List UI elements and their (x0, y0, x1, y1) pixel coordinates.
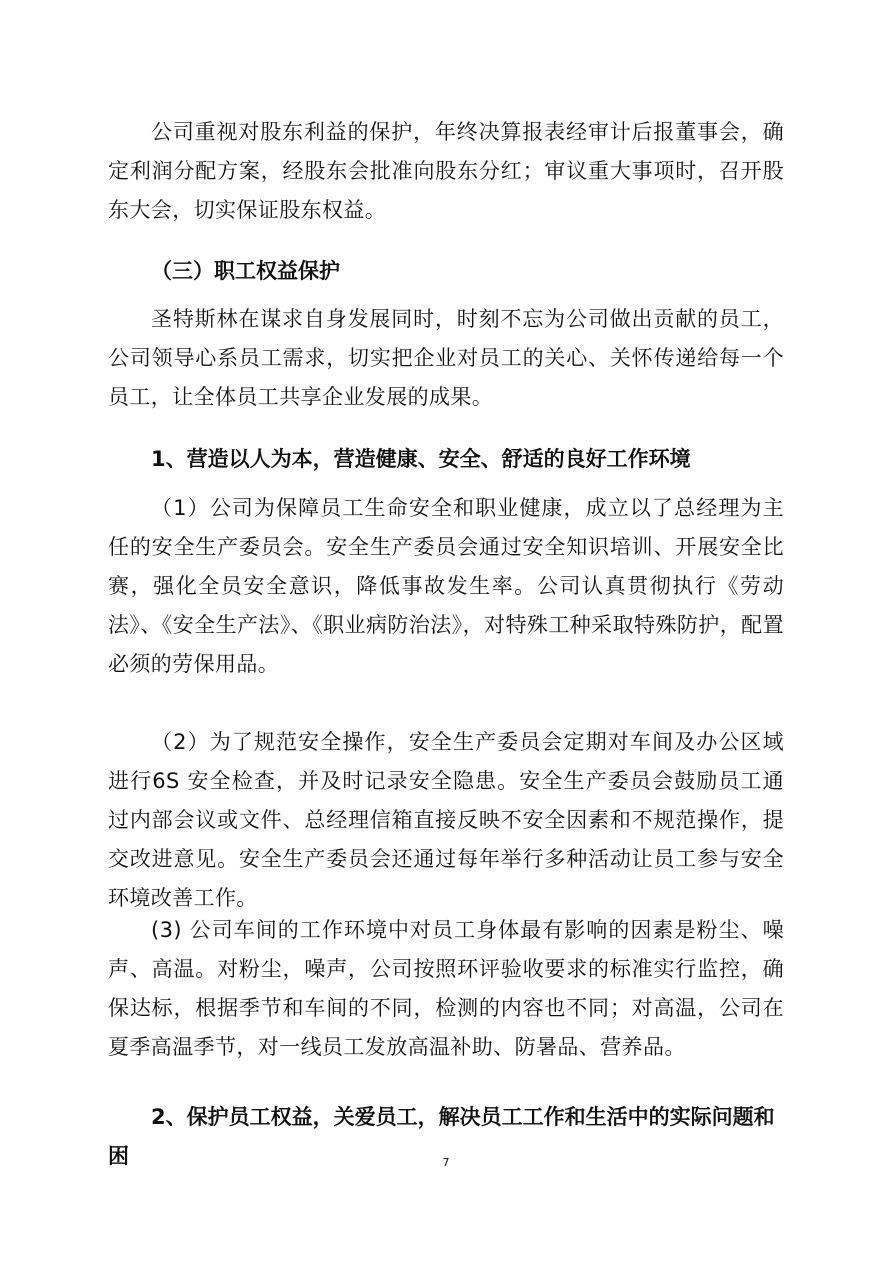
paragraph-safety-committee: （1）公司为保障员工生命安全和职业健康，成立以了总经理为主任的安全生产委员会。安全生产委员会通过安全知识培训、开展安全比赛，强化全员安全意识，降低事故发生率。公司认真贯彻执行《劳动法》、《安全生产法》、《职业病防治法》，对特殊工种采取特殊防护，配置必须的劳保用品。 (108, 496, 784, 676)
paragraph-safety-inspection: （2）为了规范安全操作，安全生产委员会定期对车间及办公区域进行6S 安全检查，并及时记录安全隐患。安全生产委员会鼓励员工通过内部会议或文件、总经理信箱直接反映不安全因素和不规范操作，提交改进意见。安全生产委员会还通过每年举行多种活动让员工参与安全环境改善工作。 (108, 730, 784, 910)
item-heading-work-environment: 1、营造以人为本，营造健康、安全、舒适的良好工作环境 (151, 447, 691, 471)
paragraph-employee-care: 圣特斯林在谋求自身发展同时，时刻不忘为公司做出贡献的员工，公司领导心系员工需求，切实把企业对员工的关心、关怀传递给每一个员工，让全体员工共享企业发展的成果。 (108, 307, 784, 409)
paragraph-workshop-environment: (3) 公司车间的工作环境中对员工身体最有影响的因素是粉尘、噪声、高温。对粉尘，噪声，公司按照环评验收要求的标准实行监控，确保达标，根据季节和车间的不同，检测的内容也不同；对高温，公司在夏季高温季节，对一线员工发放高温补助、防暑品、营养品。 (108, 918, 784, 1059)
paragraph-shareholder-protection: 公司重视对股东利益的保护，年终决算报表经审计后报董事会，确定利润分配方案，经股东会批准向股东分红；审议重大事项时，召开股东大会，切实保证股东权益。 (108, 120, 784, 222)
item-heading-employee-rights: 2、保护员工权益，关爱员工，解决员工工作和生活中的实际问题和困 (108, 1105, 775, 1168)
section-heading-employee-rights: （三）职工权益保护 (151, 259, 340, 283)
page-number: 7 (442, 1156, 450, 1169)
